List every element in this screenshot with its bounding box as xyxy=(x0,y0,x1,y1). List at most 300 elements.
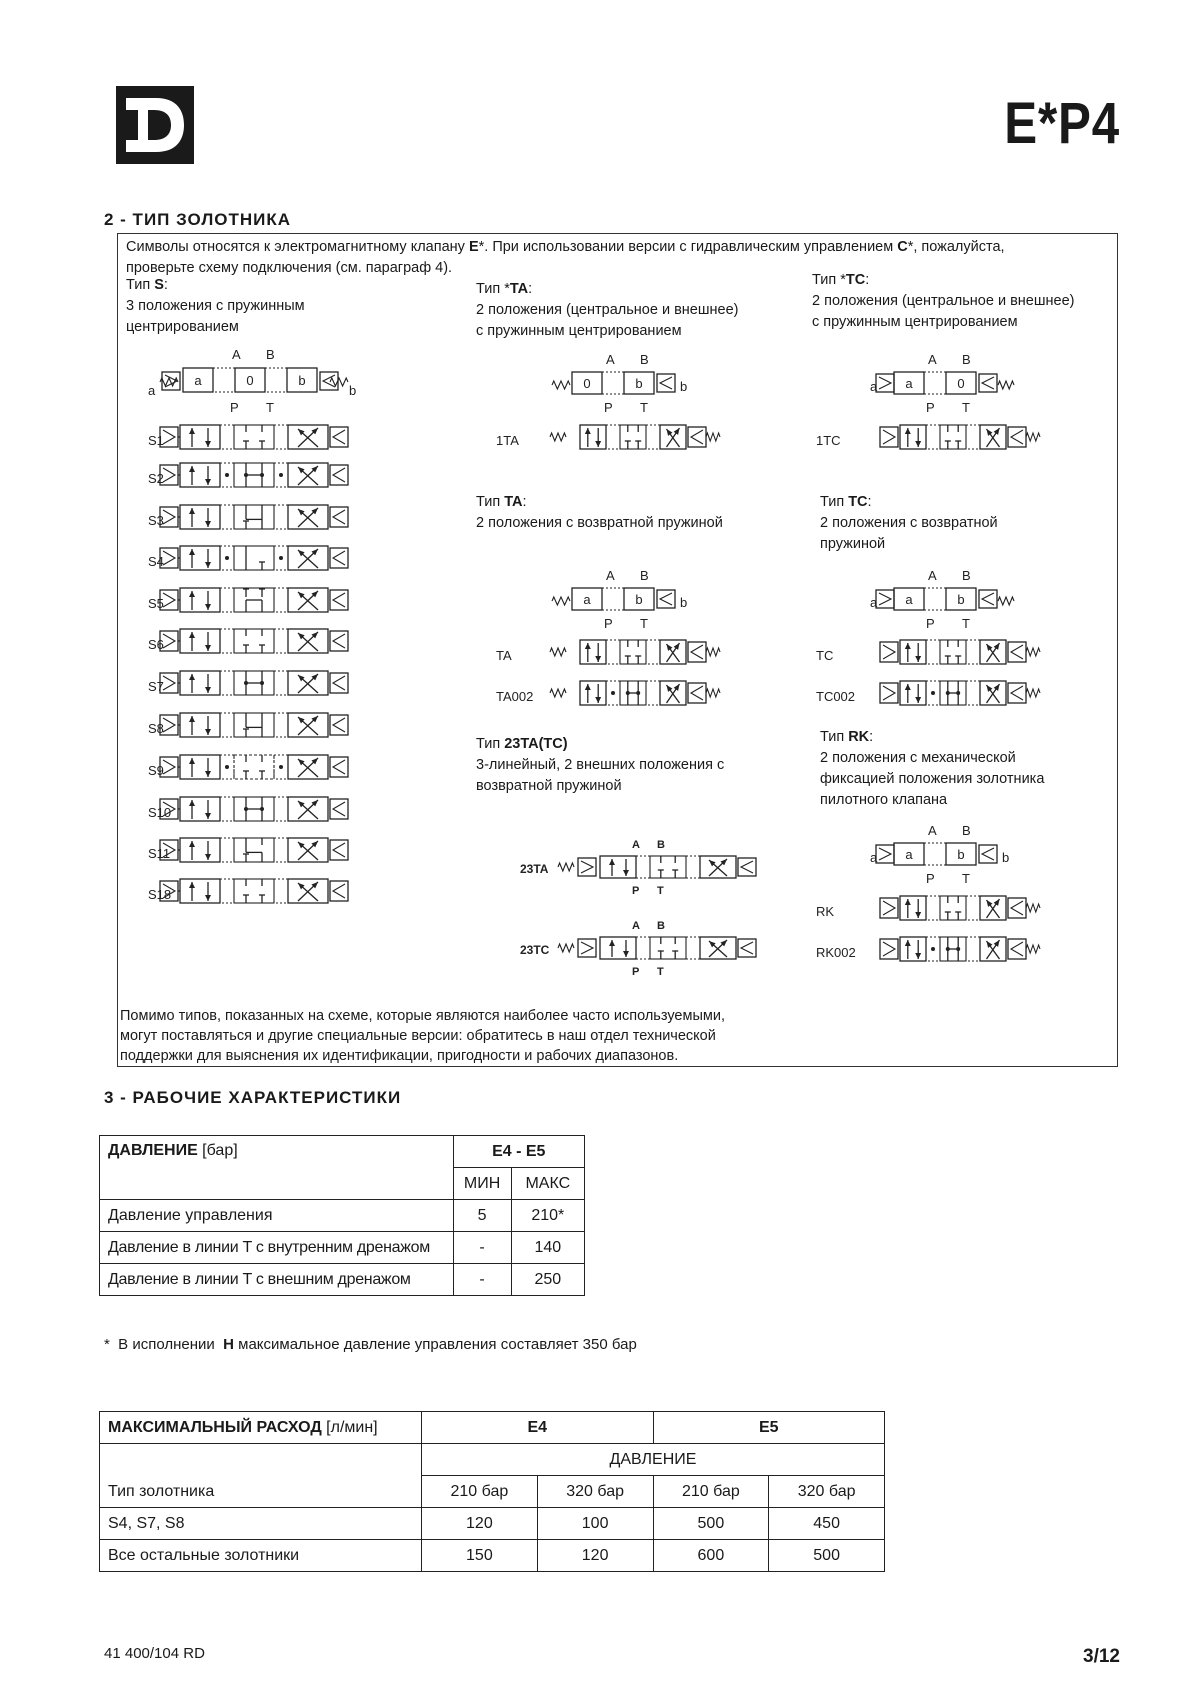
arrow-head xyxy=(189,632,195,638)
transition-box xyxy=(220,879,234,903)
arrow-head xyxy=(987,900,993,907)
solenoid-slash xyxy=(982,848,994,860)
transition-box xyxy=(966,640,980,664)
arrow-head xyxy=(994,643,1000,650)
spring-symbol xyxy=(706,648,720,656)
valve-position-box xyxy=(180,505,220,529)
transition-box xyxy=(274,505,288,529)
port-label-t: T xyxy=(962,871,970,886)
solenoid-slash xyxy=(333,760,345,774)
arrow-head xyxy=(915,441,921,447)
type-s-description: Тип S: 3 положения с пружинным центрированием xyxy=(126,277,305,335)
pressure-col-min: МИН xyxy=(453,1168,511,1200)
valve-position-box xyxy=(900,640,926,664)
arrow-head xyxy=(205,895,211,901)
flow-col-p4: 320 бар xyxy=(769,1476,885,1508)
arrow-head xyxy=(905,899,911,905)
arrow-head xyxy=(205,441,211,447)
valve-center-box xyxy=(620,640,646,664)
transition-box xyxy=(274,797,288,821)
port-label-p: P xyxy=(926,616,935,631)
valve-position-box xyxy=(580,425,606,449)
spool-label: 1TC xyxy=(816,433,841,448)
position-label: b xyxy=(298,373,306,388)
transition-box xyxy=(966,937,980,961)
arrow-head xyxy=(205,645,211,651)
row-value: 500 xyxy=(769,1540,885,1572)
arrow-head xyxy=(987,685,993,692)
valve-position-box xyxy=(180,588,220,612)
solenoid-slash xyxy=(741,861,753,873)
spring-symbol xyxy=(1026,648,1040,656)
valve-position-box xyxy=(580,640,606,664)
port-label-a: A xyxy=(232,347,241,362)
type-rk-description: Тип RK: 2 положения с механической фиксацией положения золотника пилотного клапана xyxy=(820,729,1045,808)
row-value: 150 xyxy=(422,1540,538,1572)
port-label-a: A xyxy=(928,823,937,838)
row-value: 450 xyxy=(769,1508,885,1540)
valve-center-box xyxy=(620,425,646,449)
solenoid-slash xyxy=(163,760,175,774)
arrow-head xyxy=(905,428,911,434)
transition-box xyxy=(924,843,946,865)
solenoid-slash xyxy=(333,676,345,690)
port-label-a: A xyxy=(632,920,640,932)
solenoid-slash xyxy=(333,551,345,565)
spool-label: S6 xyxy=(148,637,164,652)
junction-dot xyxy=(611,691,615,695)
position-label: a xyxy=(194,373,202,388)
junction-dot xyxy=(260,681,264,685)
transition-box xyxy=(274,838,288,862)
spool-label: S18 xyxy=(148,887,172,902)
arrow-head xyxy=(905,940,911,946)
arrow-head xyxy=(205,771,211,777)
solenoid-slash xyxy=(581,861,593,873)
table-row xyxy=(100,1540,885,1572)
transition-box xyxy=(265,368,287,392)
junction-dot xyxy=(244,807,248,811)
junction-dot xyxy=(244,473,248,477)
port-label-t: T xyxy=(640,616,648,631)
row-label: S4, S7, S8 xyxy=(100,1508,422,1540)
transition-box xyxy=(602,588,624,610)
spool-label: S5 xyxy=(148,596,164,611)
solenoid-slash xyxy=(1011,901,1023,915)
valve-center-box xyxy=(234,546,274,570)
transition-box xyxy=(606,425,620,449)
port-label-b: B xyxy=(657,839,665,851)
spring-symbol xyxy=(550,689,566,697)
type-ta-description: Тип TA: 2 положения с возвратной пружиной xyxy=(476,494,723,531)
port-label-t: T xyxy=(640,400,648,415)
model-title: E*P4 xyxy=(1004,91,1120,156)
arrow-head xyxy=(205,479,211,485)
arrow-head xyxy=(674,643,680,650)
valve-position-box xyxy=(180,671,220,695)
spool-label: 23TC xyxy=(520,943,550,957)
page-number: 3/12 xyxy=(1083,1646,1120,1667)
special-versions-note: Помимо типов, показанных на схеме, которые являются наиболее часто используемыми, могут поставляться и другие специальные версии: обратитесь в наш отдел технической поддержки для выяснения их идентификации, пригодности и рабочих диапазонов. xyxy=(120,1008,725,1064)
solenoid-slash xyxy=(163,593,175,607)
table-row xyxy=(100,1232,585,1264)
solenoid-slash xyxy=(660,377,672,389)
transition-box xyxy=(274,879,288,903)
port-label-p: P xyxy=(604,400,613,415)
flow-table xyxy=(99,1411,885,1572)
valve-center-box xyxy=(234,629,274,653)
solenoid-slash xyxy=(163,634,175,648)
flow-col-p3: 210 бар xyxy=(653,1476,769,1508)
spool-label: TA xyxy=(496,648,512,663)
transition-box xyxy=(646,640,660,664)
port-label-p: P xyxy=(926,871,935,886)
transition-box xyxy=(686,937,700,959)
spring-symbol xyxy=(552,597,570,605)
pressure-table-head: ДАВЛЕНИЕ [бар] xyxy=(100,1136,454,1200)
solenoid-slash xyxy=(163,676,175,690)
valve-position-box xyxy=(180,629,220,653)
solenoid-slash xyxy=(333,884,345,898)
spring-symbol xyxy=(1026,433,1040,441)
port-label-t: T xyxy=(657,966,664,978)
arrow-head xyxy=(994,899,1000,906)
port-label-p: P xyxy=(230,400,239,415)
spring-symbol xyxy=(1026,689,1040,697)
port-label-t: T xyxy=(657,885,664,897)
spool-label: S10 xyxy=(148,805,172,820)
arrow-head xyxy=(585,428,591,434)
valve-position-box xyxy=(900,937,926,961)
spring-symbol xyxy=(330,378,348,386)
spring-symbol xyxy=(558,944,574,952)
spool-label: S7 xyxy=(148,679,164,694)
spool-label: S11 xyxy=(148,846,171,861)
row-value: 600 xyxy=(653,1540,769,1572)
solenoid-slash xyxy=(163,510,175,524)
table-row xyxy=(100,1264,585,1296)
solenoid-slash xyxy=(1011,645,1023,659)
transition-box xyxy=(926,896,940,920)
port-label-b: B xyxy=(962,823,971,838)
solenoid-slash xyxy=(982,377,994,389)
port-label-t: T xyxy=(962,400,970,415)
spool-label: S1 xyxy=(148,433,164,448)
arrow-head xyxy=(987,941,993,948)
valve-position-box xyxy=(600,937,636,959)
junction-dot xyxy=(279,765,283,769)
transition-box xyxy=(646,425,660,449)
valve-position-box xyxy=(180,463,220,487)
junction-dot xyxy=(956,691,960,695)
arrow-head xyxy=(189,508,195,514)
spool-label: S9 xyxy=(148,763,164,778)
valve-center-box xyxy=(234,713,274,737)
spring-symbol xyxy=(1026,904,1040,912)
spring-symbol xyxy=(706,689,720,697)
solenoid-slash xyxy=(883,430,895,444)
row-value: 100 xyxy=(537,1508,653,1540)
row-label: Все остальные золотники xyxy=(100,1540,422,1572)
spring-symbol xyxy=(998,597,1014,605)
transition-box xyxy=(924,588,946,610)
valve-position-box xyxy=(900,425,926,449)
solenoid-slash xyxy=(333,430,345,444)
solenoid-slash xyxy=(333,634,345,648)
row-max: 210* xyxy=(511,1200,584,1232)
row-max: 250 xyxy=(511,1264,584,1296)
transition-box xyxy=(213,368,235,392)
transition-box xyxy=(220,505,234,529)
position-label: 0 xyxy=(583,376,591,391)
port-label-t: T xyxy=(962,616,970,631)
position-label: b xyxy=(1002,850,1010,865)
row-value: 500 xyxy=(653,1508,769,1540)
junction-dot xyxy=(956,947,960,951)
flow-col-p2: 320 бар xyxy=(537,1476,653,1508)
solenoid-slash xyxy=(691,686,703,700)
solenoid-slash xyxy=(879,593,891,605)
spring-symbol xyxy=(550,648,566,656)
arrow-head xyxy=(205,729,211,735)
transition-box xyxy=(926,425,940,449)
arrow-head xyxy=(595,441,601,447)
arrow-head xyxy=(205,687,211,693)
row-min: - xyxy=(453,1232,511,1264)
port-label-a: A xyxy=(928,568,937,583)
solenoid-slash xyxy=(879,377,891,389)
spool-label: TA002 xyxy=(496,689,534,704)
arrow-head xyxy=(205,521,211,527)
port-label-b: B xyxy=(640,352,649,367)
arrow-head xyxy=(994,684,1000,691)
spool-label: RK002 xyxy=(816,945,856,960)
junction-dot xyxy=(225,556,229,560)
port-label-b: B xyxy=(962,568,971,583)
arrow-head xyxy=(189,800,195,806)
arrow-head xyxy=(189,466,195,472)
position-label: 0 xyxy=(957,376,965,391)
transition-box xyxy=(966,681,980,705)
arrow-head xyxy=(585,684,591,690)
transition-box xyxy=(220,797,234,821)
document-number: 41 400/104 RD xyxy=(104,1645,205,1662)
valve-position-box xyxy=(180,713,220,737)
spool-label: TC002 xyxy=(816,689,856,704)
type-star-ta-description: Тип *TA: 2 положения (центральное и внешнее) с пружинным центрированием xyxy=(476,281,739,339)
solenoid-slash xyxy=(163,430,175,444)
row-value: 120 xyxy=(422,1508,538,1540)
arrow-head xyxy=(205,854,211,860)
junction-dot xyxy=(931,691,935,695)
spool-label: S3 xyxy=(148,513,164,528)
arrow-head xyxy=(595,656,601,662)
transition-box xyxy=(924,372,946,394)
port-label-a: A xyxy=(928,352,937,367)
spring-symbol xyxy=(558,863,574,871)
junction-dot xyxy=(946,947,950,951)
table-row xyxy=(100,1508,885,1540)
port-label-a: A xyxy=(606,352,615,367)
valve-position-box xyxy=(600,856,636,878)
pressure-footnote: * В исполнении H максимальное давление управления составляет 350 бар xyxy=(104,1336,637,1353)
arrow-head xyxy=(915,697,921,703)
valve-position-box xyxy=(180,797,220,821)
position-label: a xyxy=(870,379,878,394)
solenoid-slash xyxy=(741,942,753,954)
junction-dot xyxy=(244,681,248,685)
position-label: a xyxy=(148,383,156,398)
port-label-p: P xyxy=(604,616,613,631)
transition-box xyxy=(274,425,288,449)
junction-dot xyxy=(279,556,283,560)
valve-center-box xyxy=(940,640,966,664)
flow-spool-head: Тип золотника xyxy=(100,1444,422,1508)
valve-center-box xyxy=(234,425,274,449)
valve-position-box xyxy=(900,681,926,705)
junction-dot xyxy=(225,765,229,769)
valve-center-box xyxy=(234,505,274,529)
spool-label: 1TA xyxy=(496,433,519,448)
flow-col-p1: 210 бар xyxy=(422,1476,538,1508)
junction-dot xyxy=(636,691,640,695)
flow-col-e4: E4 xyxy=(422,1412,654,1444)
valve-position-box xyxy=(900,896,926,920)
junction-dot xyxy=(225,473,229,477)
arrow-head xyxy=(205,562,211,568)
position-label: b xyxy=(635,592,643,607)
valve-position-box xyxy=(180,879,220,903)
arrow-head xyxy=(994,428,1000,435)
position-label: a xyxy=(905,847,913,862)
solenoid-slash xyxy=(333,510,345,524)
solenoid-slash xyxy=(982,593,994,605)
position-label: a xyxy=(905,376,913,391)
arrow-head xyxy=(189,758,195,764)
spool-label: TC xyxy=(816,648,834,663)
port-label-b: B xyxy=(266,347,275,362)
arrow-head xyxy=(905,684,911,690)
solenoid-slash xyxy=(1011,942,1023,956)
table-row xyxy=(100,1200,585,1232)
port-label-t: T xyxy=(266,400,274,415)
spring-symbol xyxy=(706,433,720,441)
flow-pressure-head: ДАВЛЕНИЕ xyxy=(422,1444,885,1476)
valve-center-box xyxy=(234,838,274,862)
arrow-head xyxy=(609,859,615,865)
arrow-head xyxy=(987,429,993,436)
spool-label: S8 xyxy=(148,721,164,736)
position-label: 0 xyxy=(246,373,254,388)
port-label-a: A xyxy=(606,568,615,583)
arrow-head xyxy=(189,716,195,722)
solenoid-slash xyxy=(879,848,891,860)
valve-position-box xyxy=(180,546,220,570)
pressure-col-group: E4 - E5 xyxy=(453,1136,584,1168)
arrow-head xyxy=(189,549,195,555)
arrow-head xyxy=(189,428,195,434)
port-label-b: B xyxy=(640,568,649,583)
solenoid-slash xyxy=(1011,430,1023,444)
transition-box xyxy=(636,856,650,878)
transition-box xyxy=(220,425,234,449)
transition-box xyxy=(220,588,234,612)
junction-dot xyxy=(931,947,935,951)
solenoid-slash xyxy=(883,686,895,700)
arrow-head xyxy=(623,951,629,957)
position-label: b xyxy=(680,379,688,394)
solenoid-slash xyxy=(163,551,175,565)
solenoid-slash xyxy=(333,843,345,857)
section-2-title: 2 - ТИП ЗОЛОТНИКА xyxy=(104,210,292,229)
pressure-col-max: МАКС xyxy=(511,1168,584,1200)
solenoid-slash xyxy=(883,645,895,659)
transition-box xyxy=(606,640,620,664)
transition-box xyxy=(220,671,234,695)
transition-box xyxy=(274,671,288,695)
arrow-head xyxy=(915,912,921,918)
junction-dot xyxy=(260,807,264,811)
type-23-description: Тип 23TA(TC) 3-линейный, 2 внешних положения с возвратной пружиной xyxy=(476,736,725,794)
port-label-p: P xyxy=(926,400,935,415)
port-label-p: P xyxy=(632,885,640,897)
transition-box xyxy=(274,629,288,653)
position-label: a xyxy=(870,595,878,610)
valve-center-box xyxy=(234,755,274,779)
valve-position-box xyxy=(580,681,606,705)
solenoid-slash xyxy=(333,468,345,482)
transition-box xyxy=(966,425,980,449)
solenoid-slash xyxy=(163,718,175,732)
row-min: - xyxy=(453,1264,511,1296)
transition-box xyxy=(966,896,980,920)
transition-box xyxy=(926,640,940,664)
type-tc-description: Тип TC: 2 положения с возвратной пружиной xyxy=(820,494,998,552)
arrow-head xyxy=(667,644,673,651)
junction-dot xyxy=(260,473,264,477)
arrow-head xyxy=(915,656,921,662)
arrow-head xyxy=(623,870,629,876)
junction-dot xyxy=(279,473,283,477)
arrow-head xyxy=(189,841,195,847)
valve-center-box xyxy=(234,879,274,903)
spring-symbol xyxy=(998,381,1014,389)
solenoid-slash xyxy=(883,901,895,915)
arrow-head xyxy=(205,604,211,610)
solenoid-slash xyxy=(660,593,672,605)
arrow-head xyxy=(674,428,680,435)
spool-label: S4 xyxy=(148,554,164,569)
valve-position-box xyxy=(180,838,220,862)
section-3-title: 3 - РАБОЧИЕ ХАРАКТЕРИСТИКИ xyxy=(104,1088,402,1107)
valve-center-box xyxy=(650,856,686,878)
transition-box xyxy=(686,856,700,878)
spool-label: 23TA xyxy=(520,862,549,876)
spring-symbol xyxy=(550,433,566,441)
position-label: a xyxy=(905,592,913,607)
transition-box xyxy=(220,838,234,862)
arrow-head xyxy=(189,882,195,888)
position-label: b xyxy=(957,592,965,607)
arrow-head xyxy=(189,674,195,680)
valve-center-box xyxy=(940,425,966,449)
valve-position-box xyxy=(180,755,220,779)
row-value: 120 xyxy=(537,1540,653,1572)
junction-dot xyxy=(626,691,630,695)
position-label: b xyxy=(957,847,965,862)
arrow-head xyxy=(915,953,921,959)
port-label-a: A xyxy=(632,839,640,851)
